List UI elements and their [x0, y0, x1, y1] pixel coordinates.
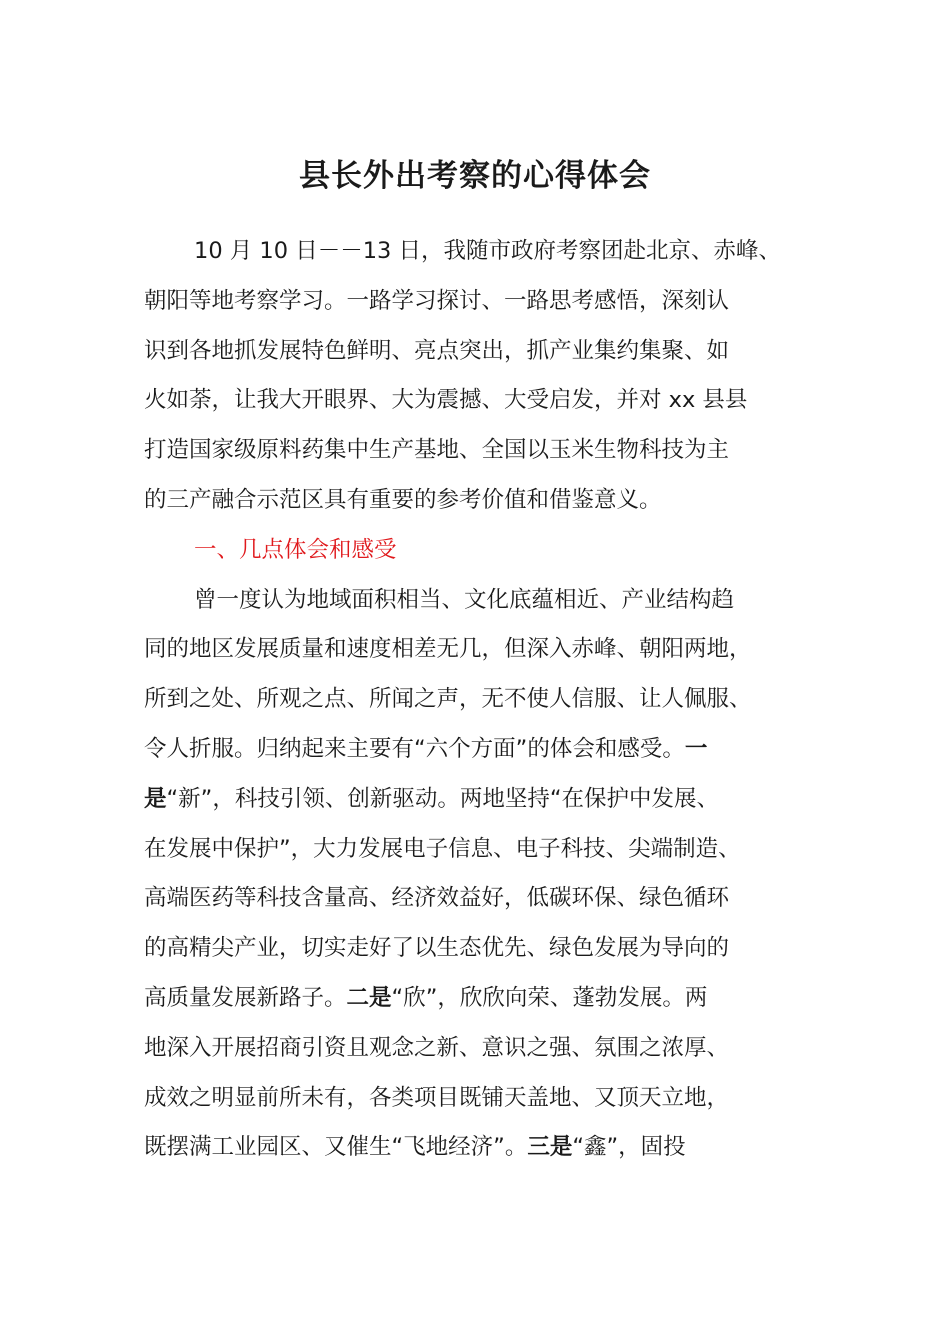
text-run: 既摆满工业园区、又催生“飞地经济”。	[144, 1134, 528, 1161]
paragraph-line: 在发展中保护”，大力发展电子信息、电子科技、尖端制造、	[144, 835, 741, 862]
paragraph-line: 朝阳等地考察学习。一路学习探讨、一路思考感悟，深刻认	[144, 287, 730, 314]
paragraph-line: 10 月 10 日－－13 日，我随市政府考察团赴北京、赤峰、	[194, 238, 782, 264]
paragraph-line	[144, 974, 816, 1024]
paragraph-line: 地深入开展招商引资且观念之新、意识之强、氛围之浓厚、	[144, 1034, 730, 1061]
bold-marker: 一	[684, 735, 708, 762]
paragraph-line: 的三产融合示范区具有重要的参考价值和借鉴意义。	[144, 486, 662, 513]
paragraph-line: 高端医药等科技含量高、经济效益好，低碳环保、绿色循环	[144, 885, 730, 912]
paragraph-line: 曾一度认为地域面积相当、文化底蕴相近、产业结构趋	[194, 586, 735, 613]
section-heading: 一、几点体会和感受	[194, 536, 397, 563]
document-body	[144, 227, 816, 1173]
paragraph-line	[144, 725, 816, 775]
text-run: “鑫”，固投	[572, 1134, 686, 1161]
paragraph-line: 成效之明显前所未有，各类项目既铺天盖地、又顶天立地，	[144, 1084, 730, 1111]
bold-marker: 二是	[346, 984, 392, 1011]
text-run: “欣”，欣欣向荣、蓬勃发展。两	[391, 984, 708, 1011]
document-title: 县长外出考察的心得体会	[299, 158, 651, 194]
paragraph-line: 所到之处、所观之点、所闻之声，无不使人信服、让人佩服、	[144, 686, 752, 713]
bold-marker: 是	[144, 785, 167, 812]
text-run: 令人折服。归纳起来主要有“六个方面”的体会和感受。	[144, 735, 685, 762]
paragraph-line: 同的地区发展质量和速度相差无几，但深入赤峰、朝阳两地，	[144, 636, 752, 663]
paragraph-line: 的高精尖产业，切实走好了以生态优先、绿色发展为导向的	[144, 935, 730, 962]
text-run: 高质量发展新路子。	[144, 984, 347, 1011]
bold-marker: 三是	[527, 1134, 573, 1161]
paragraph-line	[144, 1123, 816, 1173]
text-run: “新”，科技引领、创新驱动。两地坚持“在保护中发展、	[166, 785, 719, 812]
paragraph-line: 识到各地抓发展特色鲜明、亮点突出，抓产业集约集聚、如	[144, 337, 730, 364]
paragraph-line	[144, 775, 816, 825]
paragraph-line: 打造国家级原料药集中生产基地、全国以玉米生物科技为主	[144, 437, 730, 464]
paragraph-line: 火如荼，让我大开眼界、大为震撼、大受启发，并对 xx 县县	[144, 387, 748, 414]
